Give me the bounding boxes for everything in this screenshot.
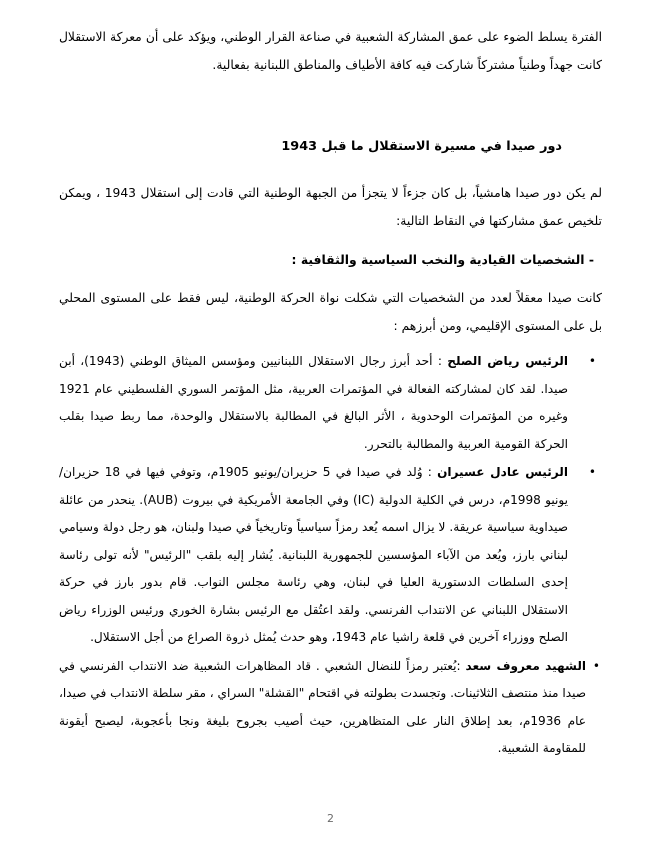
bullet-marker-icon: •: [592, 658, 600, 673]
list-item-text: : أحد أبرز رجال الاستقلال اللبنانيين ومؤسس الميثاق الوطني (1943)، أبن صيدا. لقد كان لمشاركته الفعالة في المؤتمرات العربية، مثل المؤتمر السوري الفلسطيني عام 1921 وغيره من المؤتمرات الوحدوية ، الأثر البالغ في المطالبة بالاستقلال والوحدة، مما ربط صيدا بقلب الحركة القومية العربية والمطالبة بالتحرر.: [59, 354, 568, 451]
list-item: [59, 348, 602, 458]
page-number: 2: [327, 812, 334, 825]
list-item-lead: الرئيس عادل عسيران: [437, 465, 568, 479]
subsection-intro-paragraph: كانت صيدا معقلاً لعدد من الشخصيات التي شكلت نواة الحركة الوطنية، ليس فقط على المستوى المحلي بل على المستوى الإقليمي، ومن أبرزهم :: [59, 291, 602, 333]
bullet-marker-icon: •: [588, 465, 596, 479]
spacer: [59, 271, 602, 285]
bullet-marker-icon: •: [588, 354, 596, 368]
spacer: [59, 158, 602, 180]
spacer: [59, 79, 602, 136]
list-item-text: :يُعتبر رمزاً للنضال الشعبي . قاد المظاهرات الشعبية ضد الانتداب الفرنسي في صيدا منذ منتصف الثلاثينات. وتجسدت بطولته في اقتحام "القشلة" السراي ، مقر سلطة الانتداب في صيدا، عام 1936م، بعد إطلاق النار على المتظاهرين، حيث أصيب بجروح بليغة ونجا بأعجوبة، ليصبح أيقونة للمقاومة الشعبية.: [59, 658, 586, 755]
document-body: [59, 24, 602, 764]
spacer: [59, 340, 602, 348]
list-item-lead: الرئيس رياض الصلح: [447, 354, 568, 368]
list-item: [59, 653, 602, 763]
list-item: [59, 459, 602, 652]
list-item-lead: الشهيد معروف سعد: [465, 658, 587, 673]
personalities-bullet-list: [59, 348, 602, 763]
section-intro-paragraph: لم يكن دور صيدا هامشياً، بل كان جزءاً لا يتجزأ من الجبهة الوطنية التي قادت إلى استقلال 1943 ، ويمكن تلخيص عمق مشاركتها في النقاط التالية:: [59, 186, 602, 228]
list-item-text: : وُلد في صيدا في 5 حزيران/يونيو 1905م، وتوفي فيها في 18 حزيران/يونيو 1998م، درس في الكلية الدولية (IC) وفي الجامعة الأمريكية في بيروت (AUB). ينحدر من عائلة صيداوية سياسية عريقة. لا يزال اسمه يُعد رمزاً سياسياً وتاريخياً في صيدا ولبنان، هو رجل دولة وسيامي لبناني بارز، ويُعد من الآباء المؤسسين للجمهورية اللبنانية. يُشار إليه بلقب "الرئيس" لأنه تولى رئاسة إحدى السلطات الدستورية العليا في لبنان، وهي رئاسة مجلس النواب. قام بدور بارز في حركة الاستقلال اللبناني عن الانتداب الفرنسي. ولقد اعتُقل مع الرئيس بشارة الخوري ورئيس الوزراء رياض الصلح ووزراء آخرين في قلعة راشيا عام 1943، وهو حدث يُمثل ذروة الصراع من أجل الاستقلال.: [59, 465, 568, 644]
intro-paragraph: الفترة يسلط الضوء على عمق المشاركة الشعبية في صناعة القرار الوطني، ويؤكد على أن معركة الاستقلال كانت جهداً وطنياً مشتركاً شاركت فيه كافة الأطياف والمناطق اللبنانية بفعالية.: [59, 30, 602, 72]
spacer: [59, 235, 602, 249]
subsection-heading: - الشخصيات القيادية والنخب السياسية والثقافية :: [291, 252, 594, 267]
section-heading: دور صيدا في مسيرة الاستقلال ما قبل 1943: [281, 139, 562, 154]
